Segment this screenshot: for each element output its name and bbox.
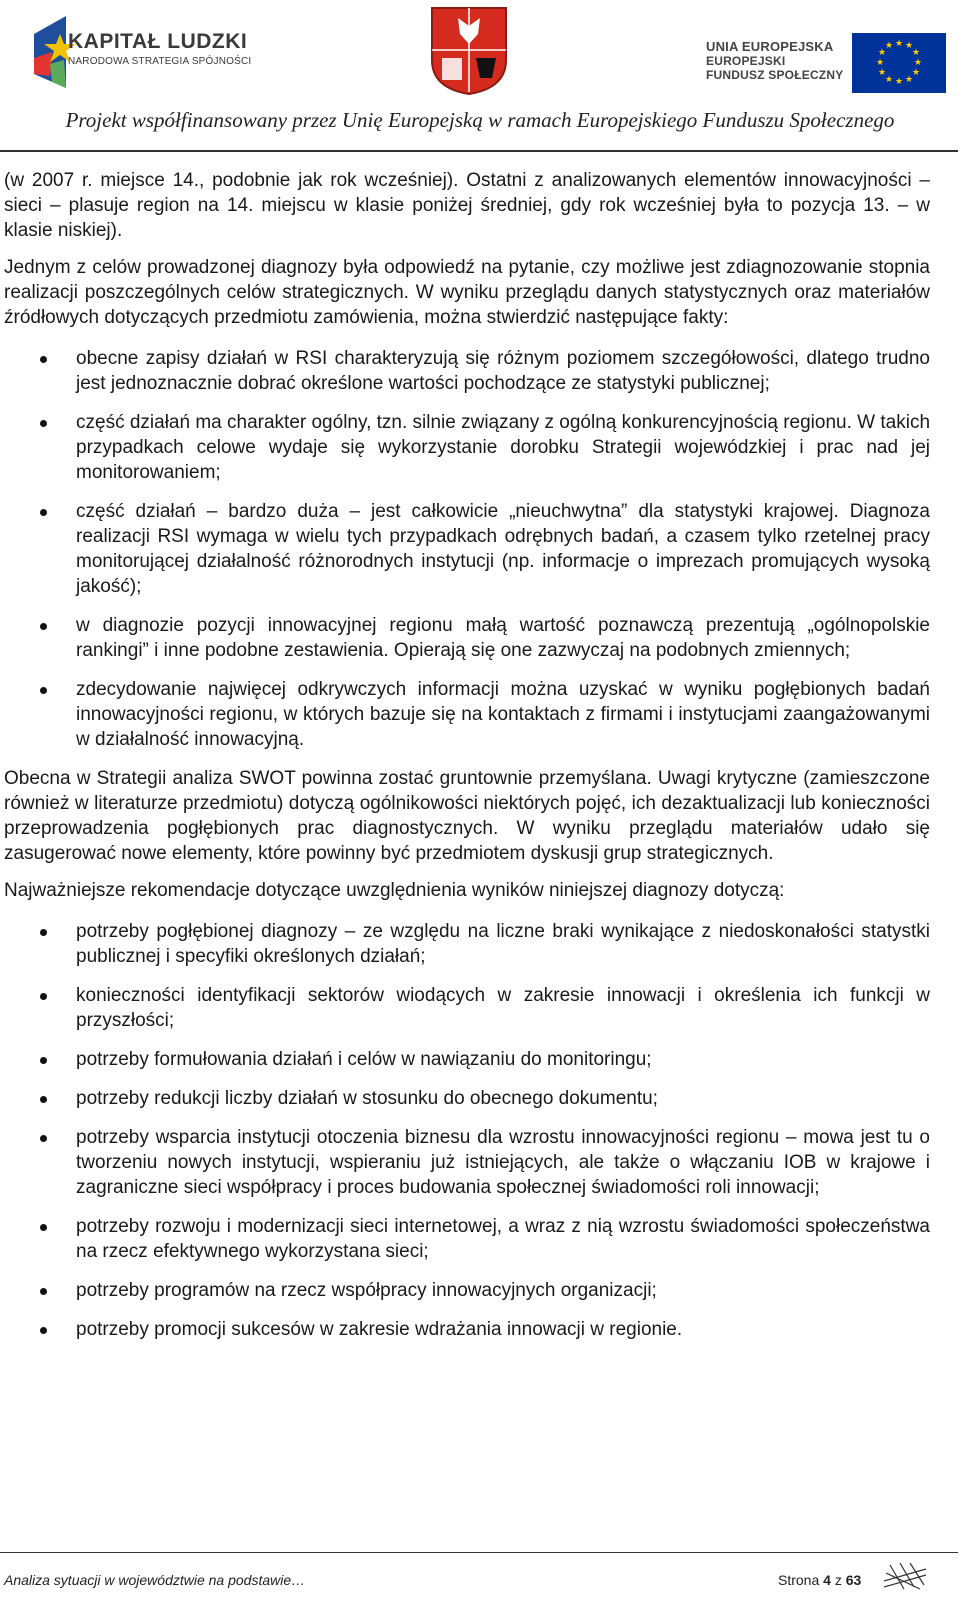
eu-line3: FUNDUSZ SPOŁECZNY xyxy=(706,68,844,82)
network-icon xyxy=(880,1561,930,1591)
list-item xyxy=(4,1086,930,1111)
list-item-text: w diagnozie pozycji innowacyjnej regionu małą wartość poznawczą prezentują „ogólnopolskie rankingi” i inne podobne zestawienia. Opierają się one zazwyczaj na podobnych zmiennych; xyxy=(76,615,930,661)
svg-text:★: ★ xyxy=(913,58,923,68)
svg-text:★: ★ xyxy=(911,68,921,78)
svg-text:★: ★ xyxy=(877,68,887,78)
page-of: z xyxy=(834,1572,842,1588)
list-item xyxy=(4,1317,930,1342)
footer-divider xyxy=(0,1552,958,1553)
page-header xyxy=(0,0,960,155)
bullet-icon xyxy=(40,1224,47,1231)
bullet-icon xyxy=(40,1057,47,1064)
facts-list xyxy=(4,346,930,752)
footer-document-title: Analiza sytuacji w województwie na podstawie… xyxy=(4,1572,306,1588)
paragraph-4: Najważniejsze rekomendacje dotyczące uwzględnienia wyników niniejszej diagnozy dotyczą: xyxy=(4,880,785,901)
list-item xyxy=(4,677,930,752)
list-item-text: potrzeby formułowania działań i celów w nawiązaniu do monitoringu; xyxy=(76,1049,652,1070)
list-item xyxy=(4,919,930,969)
list-item-text: konieczności identyfikacji sektorów wiodących w zakresie innowacji i określenia ich funkcji w przyszłości; xyxy=(76,985,930,1031)
list-item-text: potrzeby programów na rzecz współpracy innowacyjnych organizacji; xyxy=(76,1280,657,1301)
bullet-icon xyxy=(40,1288,47,1295)
list-item xyxy=(4,1214,930,1264)
list-item-text: potrzeby wsparcia instytucji otoczenia biznesu dla wzrostu innowacyjności regionu – mowa jest tu o tworzeniu nowych instytucji, wspieraniu już istniejących, ale także o włączaniu IOB w krajowe i zagraniczne sieci współpracy i proces budowania społecznej świadomości roli innowacji; xyxy=(76,1127,930,1198)
project-cofinancing-line: Projekt współfinansowany przez Unię Europejską w ramach Europejskiego Funduszu Społecznego xyxy=(65,108,895,132)
bullet-icon xyxy=(40,420,47,427)
bullet-icon xyxy=(40,1135,47,1142)
svg-text:★: ★ xyxy=(904,75,914,85)
header-divider xyxy=(0,150,958,152)
list-item-text: zdecydowanie najwięcej odkrywczych informacji można uzyskać w wyniku pogłębionych badań innowacyjności regionu, w których bazuje się na kontaktach z firmami i instytucjami zaangażowanymi w działalność innowacyjną. xyxy=(76,679,930,750)
svg-text:★: ★ xyxy=(904,41,914,51)
eu-line1: UNIA EUROPEJSKA xyxy=(706,39,834,54)
page-number xyxy=(778,1572,861,1588)
bullet-icon xyxy=(40,929,47,936)
page-content xyxy=(4,168,930,1356)
list-item xyxy=(4,346,930,396)
svg-text:★: ★ xyxy=(884,75,894,85)
kl-title: KAPITAŁ LUDZKI xyxy=(68,30,248,53)
paragraph-1: (w 2007 r. miejsce 14., podobnie jak rok wcześniej). Ostatni z analizowanych elementów innowacyjności – sieci – plasuje region na 14. miejscu w klasie poniżej średniej, gdy rok wcześniej była to pozycja 13. – w klasie niskiej). xyxy=(4,170,930,241)
list-item xyxy=(4,1125,930,1200)
kapital-ludzki-wordmark xyxy=(68,30,251,67)
list-item-text: potrzeby redukcji liczby działań w stosunku do obecnego dokumentu; xyxy=(76,1088,658,1109)
eu-flag-icon xyxy=(852,33,946,93)
list-item-text: potrzeby promocji sukcesów w zakresie wdrażania innowacji w regionie. xyxy=(76,1319,683,1340)
page-current: 4 xyxy=(823,1572,831,1588)
bullet-icon xyxy=(40,509,47,516)
svg-text:★: ★ xyxy=(894,39,904,49)
svg-text:★: ★ xyxy=(894,77,904,87)
eu-text xyxy=(706,40,843,82)
svg-text:★: ★ xyxy=(884,41,894,51)
list-item-text: potrzeby pogłębionej diagnozy – ze względu na liczne braki wynikające z niedoskonałości statystki publicznej i specyfiki określonych działań; xyxy=(76,921,930,967)
bullet-icon xyxy=(40,1327,47,1334)
paragraph-2: Jednym z celów prowadzonej diagnozy była odpowiedź na pytanie, czy możliwe jest zdiagnozowanie stopnia realizacji poszczególnych celów strategicznych. W wyniku przeglądu danych statystycznych oraz materiałów źródłowych dotyczących przedmiotu zamówienia, można stwierdzić następujące fakty: xyxy=(4,257,930,328)
eu-line2: EUROPEJSKI xyxy=(706,54,786,68)
svg-text:★: ★ xyxy=(875,58,885,68)
list-item-text: część działań – bardzo duża – jest całkowicie „nieuchwytna” dla statystyki krajowej. Diagnoza realizacji RSI wymaga w wielu tych przypadkach odrębnych badań, a czasem tylko rzetelnej pracy monitorującej działalność różnorodnych instytucji (np. informacje o imprezach promujących wysoką jakość); xyxy=(76,501,930,597)
bullet-icon xyxy=(40,356,47,363)
recommendations-list xyxy=(4,919,930,1342)
warmia-mazury-crest xyxy=(428,4,510,96)
kl-subtitle: NARODOWA STRATEGIA SPÓJNOŚCI xyxy=(68,56,252,67)
svg-text:★: ★ xyxy=(911,48,921,58)
bullet-icon xyxy=(40,993,47,1000)
list-item xyxy=(4,410,930,485)
page-prefix: Strona xyxy=(778,1572,820,1588)
bullet-icon xyxy=(40,687,47,694)
svg-text:★: ★ xyxy=(877,48,887,58)
paragraph-3: Obecna w Strategii analiza SWOT powinna zostać gruntownie przemyślana. Uwagi krytyczne (zamieszczone również w literaturze przedmiotu) dotyczą ogólnikowości niektórych pojęć, ich dezaktualizacji lub konieczności przeprowadzenia pogłębionych prac diagnostycznych. W wyniku przeglądu materiałów udało się zasugerować nowe elementy, które powinny być przedmiotem dyskusji grup strategicznych. xyxy=(4,768,930,864)
list-item xyxy=(4,983,930,1033)
bullet-icon xyxy=(40,1096,47,1103)
page-total: 63 xyxy=(845,1572,862,1588)
list-item-text: obecne zapisy działań w RSI charakteryzują się różnym poziomem szczegółowości, dlatego trudno jest jednoznacznie dobrać określone wartości pochodzące ze statystyki publicznej; xyxy=(76,348,930,394)
list-item xyxy=(4,499,930,599)
list-item-text: część działań ma charakter ogólny, tzn. silnie związany z ogólną konkurencyjnością regionu. W takich przypadkach celowe wydaje się wykorzystanie dorobku Strategii wojewódzkiej i prac nad jej monitorowaniem; xyxy=(76,412,931,483)
list-item xyxy=(4,1278,930,1303)
list-item xyxy=(4,1047,930,1072)
list-item-text: potrzeby rozwoju i modernizacji sieci internetowej, a wraz z nią wzrostu świadomości społeczeństwa na rzecz efektywnego wykorzystana sieci; xyxy=(76,1216,930,1262)
list-item xyxy=(4,613,930,663)
bullet-icon xyxy=(40,623,47,630)
